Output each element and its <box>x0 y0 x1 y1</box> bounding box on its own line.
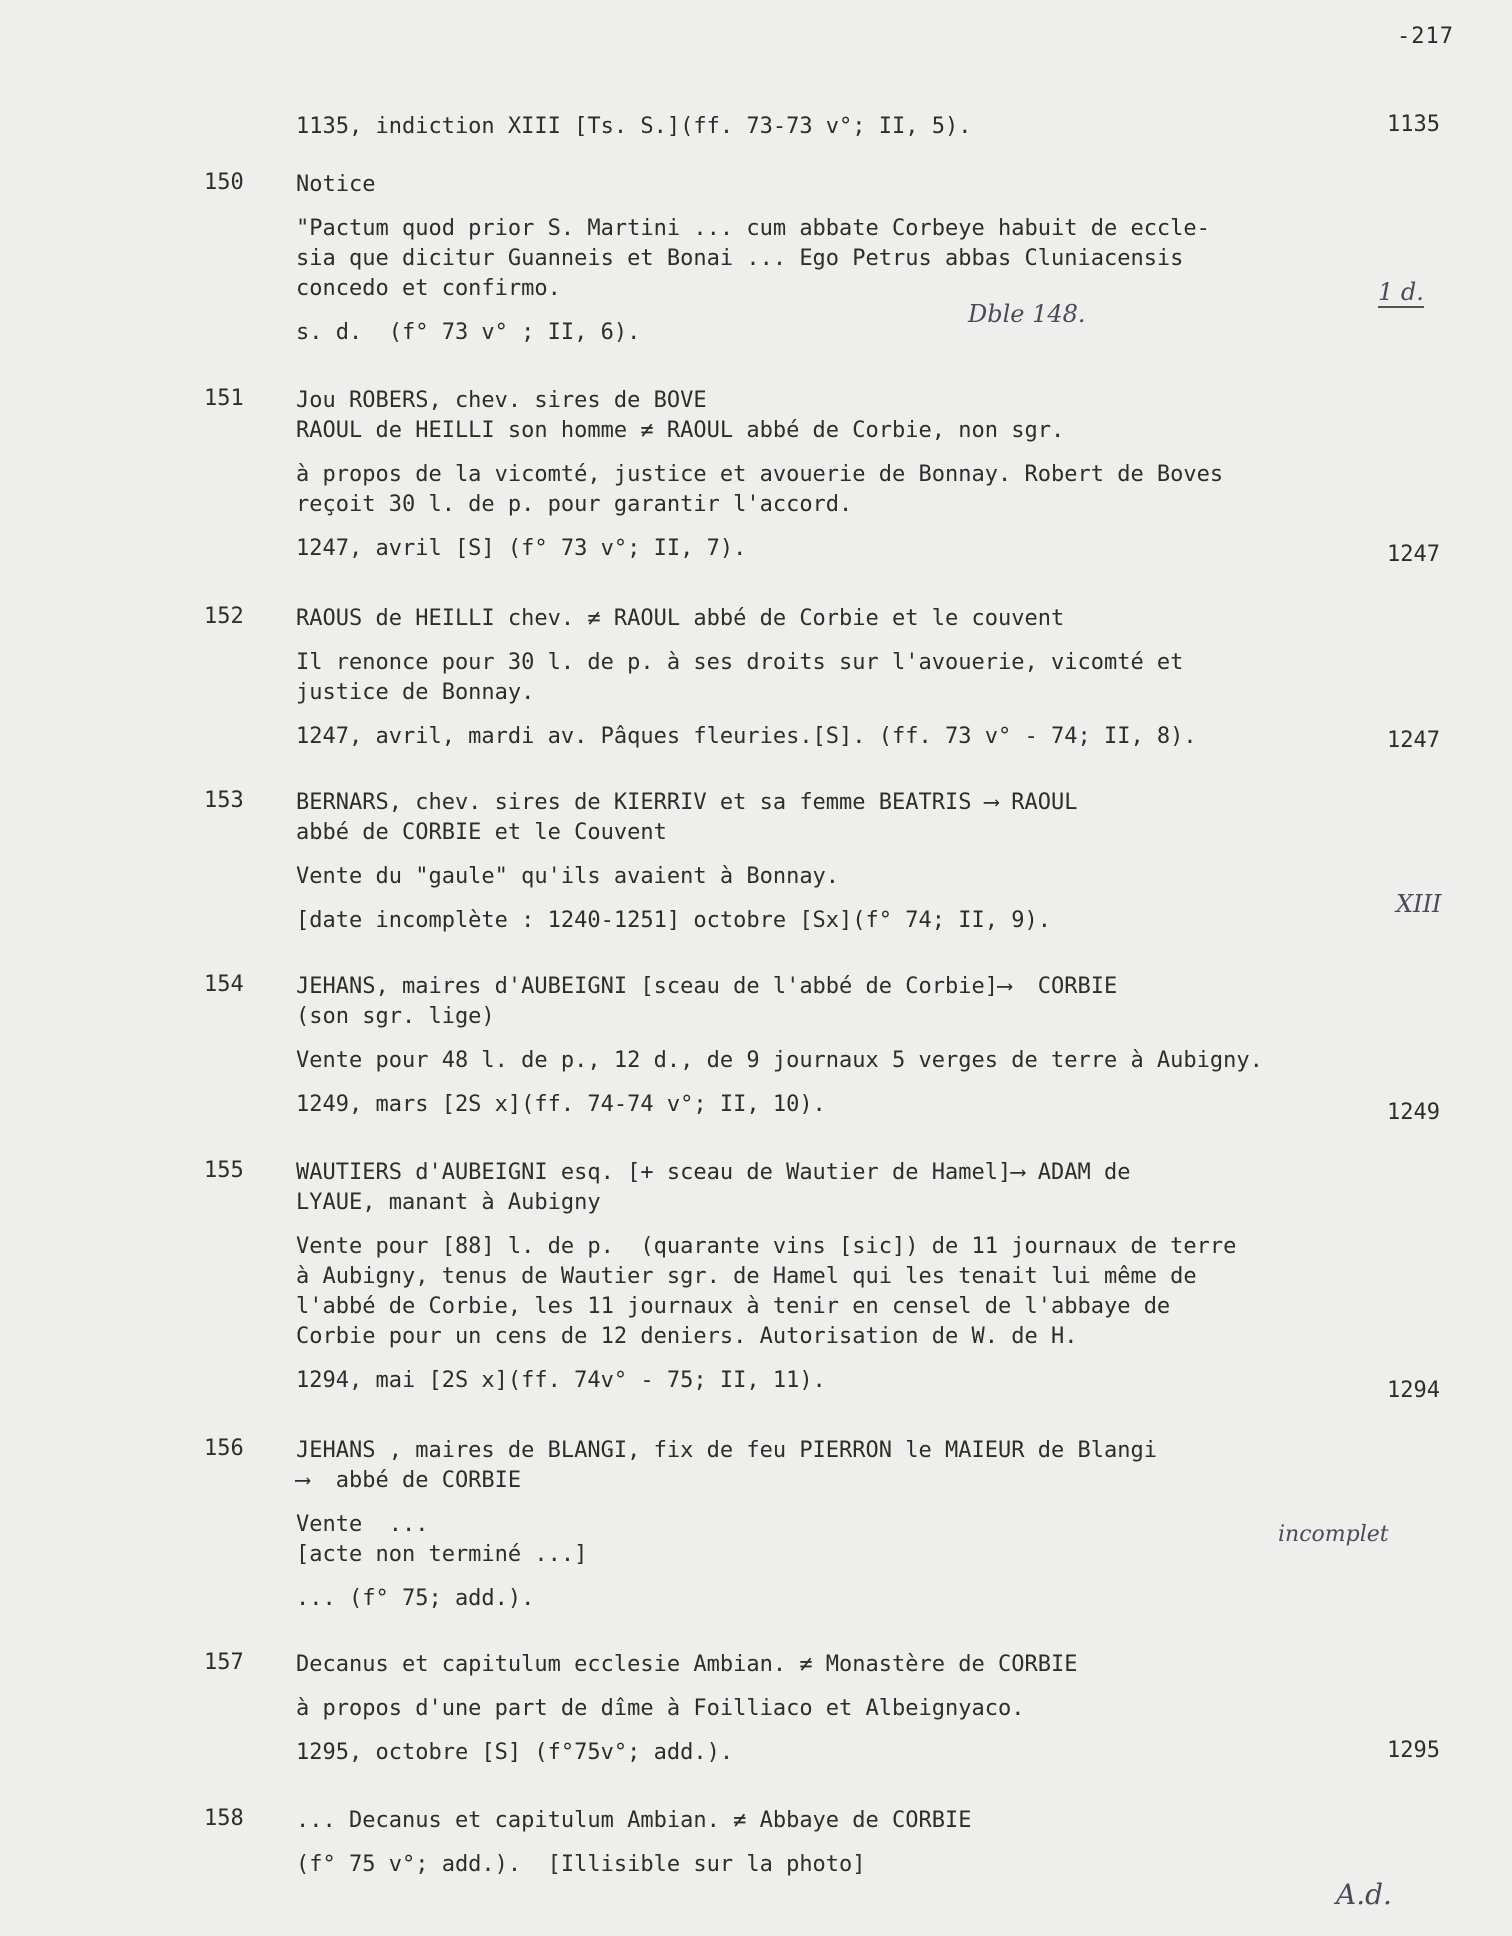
entry-line: Il renonce pour 30 l. de p. à ses droits sur l'avouerie, vicomté et justice de Bonnay. <box>296 650 1184 705</box>
entry-line: 1135, indiction XIII [Ts. S.](ff. 73-73 v°; II, 5). <box>296 114 972 139</box>
entry-number: 157 <box>204 1650 244 1675</box>
entry-body <box>296 788 1386 936</box>
entry-number: 153 <box>204 788 244 813</box>
entry-year: 1247 <box>1387 728 1440 753</box>
entry-line: 1249, mars [2S x](ff. 74-74 v°; II, 10). <box>296 1092 826 1117</box>
entry-line: 1294, mai [2S x](ff. 74v° - 75; II, 11). <box>296 1368 826 1393</box>
entry-number: 155 <box>204 1158 244 1183</box>
entry-body <box>296 1158 1386 1396</box>
entry-number: 151 <box>204 386 244 411</box>
entry-line: 1295, octobre [S] (f°75v°; add.). <box>296 1740 734 1765</box>
entry-body <box>296 170 1386 348</box>
handwritten-note: Dble 148. <box>968 300 1086 328</box>
entry-number: 158 <box>204 1806 244 1831</box>
entry-number: 154 <box>204 972 244 997</box>
entry-line: à propos de la vicomté, justice et avouerie de Bonnay. Robert de Boves reçoit 30 l. de p. pour garantir l'accord. <box>296 462 1224 517</box>
entry-body <box>296 112 1386 142</box>
entry-line: Notice <box>296 172 376 197</box>
entry-line: (f° 75 v°; add.). [Illisible sur la photo] <box>296 1852 866 1877</box>
handwritten-note: incomplet <box>1278 1522 1389 1547</box>
entry-line: Jou ROBERS, chev. sires de BOVE RAOUL de HEILLI son homme ≠ RAOUL abbé de Corbie, non sgr. <box>296 388 1065 443</box>
entry-body <box>296 1650 1386 1768</box>
entry-line: BERNARS, chev. sires de KIERRIV et sa femme BEATRIS ⟶ RAOUL abbé de CORBIE et le Couvent <box>296 790 1078 845</box>
entry-line: ... (f° 75; add.). <box>296 1586 535 1611</box>
entry-year: 1135 <box>1387 112 1440 137</box>
entry-body <box>296 1806 1386 1880</box>
entry-year: 1249 <box>1387 1100 1440 1125</box>
entry-year: 1295 <box>1387 1738 1440 1763</box>
entry-number: 152 <box>204 604 244 629</box>
entry-year: 1294 <box>1387 1378 1440 1403</box>
entry-line: JEHANS , maires de BLANGI, fix de feu PIERRON le MAIEUR de Blangi ⟶ abbé de CORBIE <box>296 1438 1157 1493</box>
entry-line: JEHANS, maires d'AUBEIGNI [sceau de l'abbé de Corbie]⟶ CORBIE (son sgr. lige) <box>296 974 1118 1029</box>
entry-line: [date incomplète : 1240-1251] octobre [Sx](f° 74; II, 9). <box>296 908 1051 933</box>
entry-line: Decanus et capitulum ecclesie Ambian. ≠ Monastère de CORBIE <box>296 1652 1078 1677</box>
handwritten-note: A.d. <box>1336 1878 1392 1911</box>
entry-body <box>296 972 1386 1120</box>
entry-body <box>296 1436 1386 1614</box>
entry-number: 150 <box>204 170 244 195</box>
entry-line: Vente pour 48 l. de p., 12 d., de 9 journaux 5 verges de terre à Aubigny. <box>296 1048 1263 1073</box>
entry-body <box>296 386 1386 564</box>
entry-year: 1247 <box>1387 542 1440 567</box>
entry-line: à propos d'une part de dîme à Foilliaco et Albeignyaco. <box>296 1696 1025 1721</box>
page-number: -217 <box>1397 24 1454 49</box>
handwritten-note: XIII <box>1396 890 1442 918</box>
entry-line: Vente pour [88] l. de p. (quarante vins [sic]) de 11 journaux de terre à Aubigny, tenus de Wautier sgr. de Hamel qui les tenait lui même de l'abbé de Corbie, les 11 journaux à tenir en censel de l'abbaye de Corbie pour un cens de 12 deniers. Autorisation de W. de H. <box>296 1234 1237 1349</box>
handwritten-note: 1 d. <box>1378 278 1424 306</box>
entry-body <box>296 604 1386 752</box>
entry-line: Vente ... [acte non terminé ...] <box>296 1512 588 1567</box>
entry-line: Vente du "gaule" qu'ils avaient à Bonnay. <box>296 864 840 889</box>
entry-line: WAUTIERS d'AUBEIGNI esq. [+ sceau de Wautier de Hamel]⟶ ADAM de LYAUE, manant à Aubigny <box>296 1160 1131 1215</box>
entry-line: 1247, avril [S] (f° 73 v°; II, 7). <box>296 536 747 561</box>
entry-line: RAOUS de HEILLI chev. ≠ RAOUL abbé de Corbie et le couvent <box>296 606 1065 631</box>
entry-line: ... Decanus et capitulum Ambian. ≠ Abbaye de CORBIE <box>296 1808 972 1833</box>
entry-line: "Pactum quod prior S. Martini ... cum abbate Corbeye habuit de eccle- sia que dicitur Guanneis et Bonai ... Ego Petrus abbas Cluniacensis concedo et confirmo. <box>296 216 1210 301</box>
entry-line: 1247, avril, mardi av. Pâques fleuries.[S]. (ff. 73 v° - 74; II, 8). <box>296 724 1197 749</box>
entry-line: s. d. (f° 73 v° ; II, 6). <box>296 320 641 345</box>
entry-number: 156 <box>204 1436 244 1461</box>
